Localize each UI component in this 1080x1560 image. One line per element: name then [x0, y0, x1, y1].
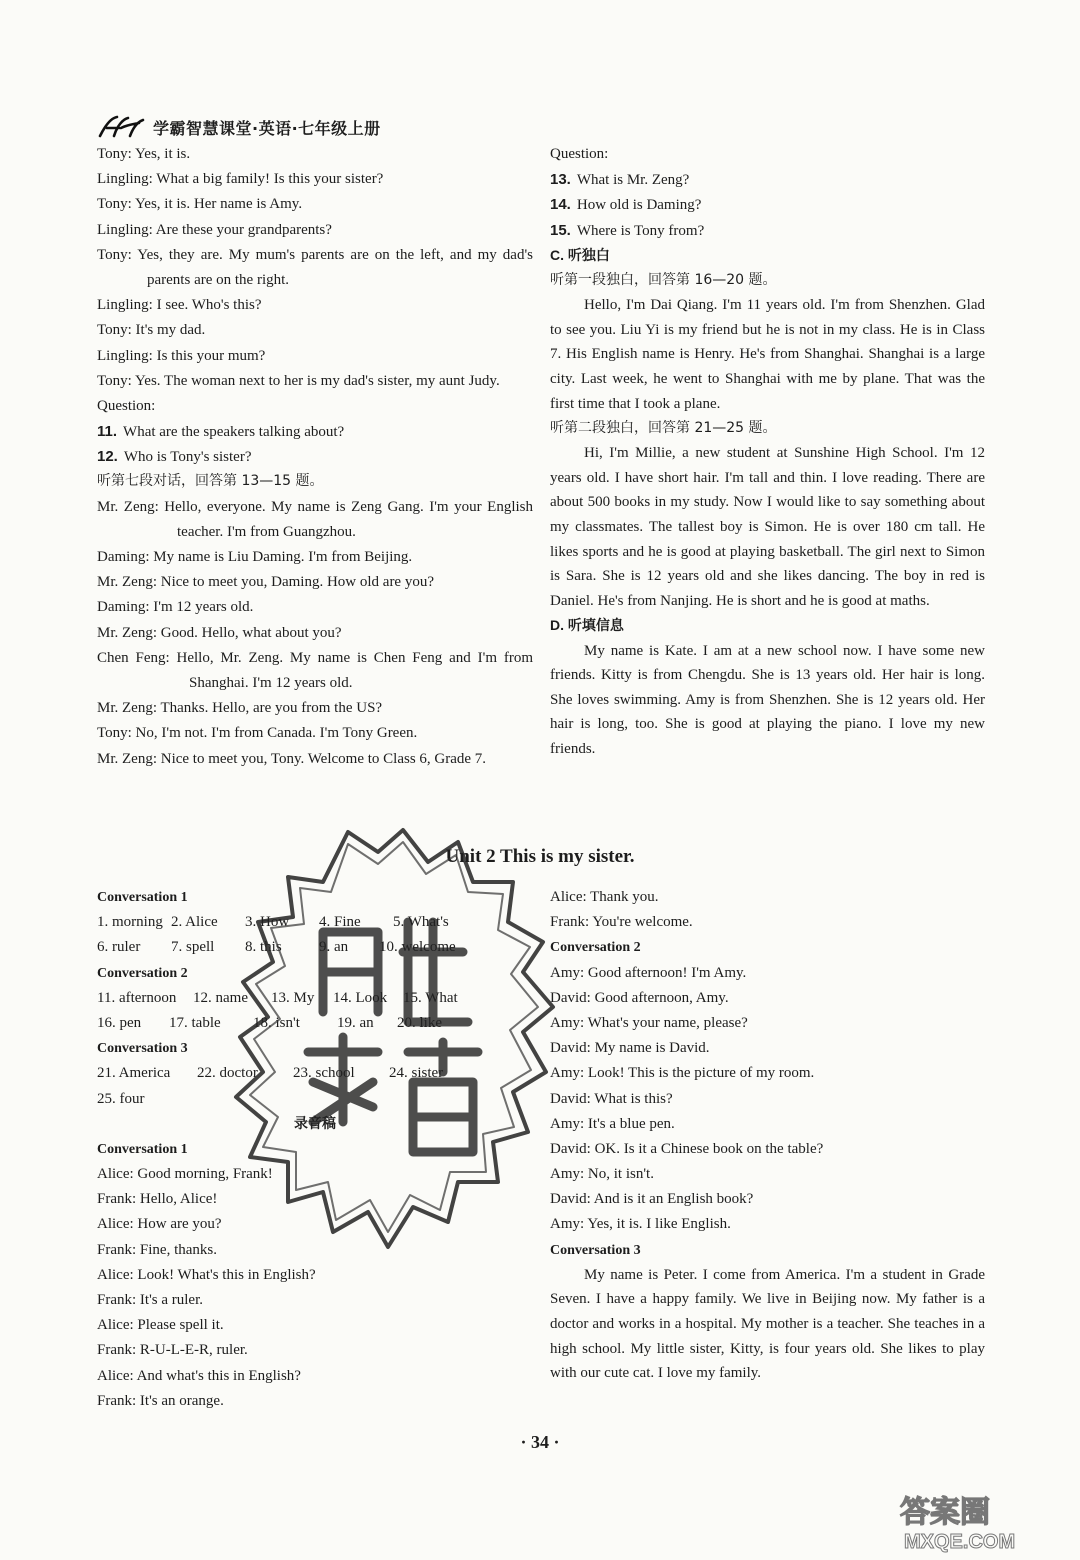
dialog-line: Chen Feng: Hello, Mr. Zeng. My name is Chen Feng and I'm from Shanghai. I'm 12 years old. — [97, 649, 533, 692]
monologue-2: Hi, I'm Millie, a new student at Sunshine High School. I'm 12 years old. I have short hair. I'm tall and thin. I love reading. There are about 500 books in my study. Now I would like to say something about my classmates. The tallest boy is Simon. He is over 180 cm tall. He likes sports and he is good at playing basketball. The girl next to Simon is Sara. She is 12 years old and she likes dancing. The boy in red is Daniel. He's from Nanjing. He is short and he is good at maths. — [550, 445, 985, 609]
dialog-line: Alice: Please spell it. — [97, 1317, 224, 1334]
section-c-heading: C. 听独白 — [550, 246, 610, 263]
dialog-line: Frank: Hello, Alice! — [97, 1191, 218, 1208]
answer-item: 19. an — [337, 1014, 374, 1031]
answer-item: 1. morning — [97, 914, 163, 931]
answer-item: 17. table — [169, 1014, 221, 1031]
answer-item: 5. What's — [393, 914, 449, 931]
answer-item: 16. pen — [97, 1014, 142, 1031]
answer-item: 21. America — [97, 1065, 171, 1082]
dialog-line: Mr. Zeng: Thanks. Hello, are you from the US? — [97, 700, 383, 717]
dialog-line: Alice: How are you? — [97, 1216, 222, 1233]
question-text: What are the speakers talking about? — [123, 424, 345, 441]
instruction-monologue-2: 听第二段独白，回答第 21—25 题。 — [550, 420, 777, 437]
question-item — [550, 218, 985, 243]
answer-item: 18. isn't — [253, 1014, 300, 1031]
brand-logo — [97, 114, 147, 140]
question-text: How old is Daming? — [576, 197, 702, 214]
answer-row — [97, 1011, 533, 1036]
answer-row — [97, 935, 533, 960]
dialog-line: Frank: It's an orange. — [97, 1392, 224, 1409]
dialog-line: Frank: Fine, thanks. — [97, 1241, 217, 1258]
dialog-line: Tony: Yes, it is. Her name is Amy. — [97, 196, 303, 213]
dialog-line: Tony: Yes, it is. — [97, 146, 191, 162]
dialog-line: Amy: Good afternoon! I'm Amy. — [550, 964, 747, 981]
conversation-label: Conversation 3 — [97, 1041, 188, 1057]
answer-item: 6. ruler — [97, 939, 141, 956]
answer-item: 2. Alice — [171, 914, 218, 931]
answer-item: 11. afternoon — [97, 989, 177, 1006]
dialog-line: Daming: My name is Liu Daming. I'm from Beijing. — [97, 549, 413, 566]
conversation-label: Conversation 1 — [97, 890, 188, 905]
answer-item: 7. spell — [171, 939, 215, 956]
conversation-label: Conversation 3 — [550, 1242, 641, 1258]
instruction-dialog-7: 听第七段对话，回答第 13—15 题。 — [97, 473, 324, 490]
answer-item: 12. name — [193, 989, 248, 1006]
answer-item: 15. What — [403, 989, 458, 1006]
dialog-line: Mr. Zeng: Hello, everyone. My name is Zeng Gang. I'm your English teacher. I'm from Guangzhou. — [97, 498, 533, 540]
dialog-line: Daming: I'm 12 years old. — [97, 599, 254, 616]
question-number: 13. — [550, 171, 571, 189]
answer-item: 13. My — [271, 989, 315, 1006]
dialog-line: Amy: No, it isn't. — [550, 1166, 654, 1183]
dialog-line: Tony: Yes, they are. My mum's parents are on the left, and my dad's parents are on the right. — [97, 246, 533, 288]
script-label: 录音稿 — [294, 1115, 336, 1132]
question-text: Who is Tony's sister? — [123, 449, 252, 466]
dialog-line: Frank: You're welcome. — [550, 914, 693, 931]
dialog-line: Lingling: I see. Who's this? — [97, 297, 262, 314]
answer-key — [97, 885, 533, 1414]
page-number: · 34 · — [520, 1432, 560, 1452]
dialog-line: Frank: It's a ruler. — [97, 1292, 204, 1308]
answer-item: 20. like — [397, 1014, 442, 1031]
watermark-logo — [890, 1488, 1072, 1554]
instruction-monologue-1: 听第一段独白，回答第 16—20 题。 — [550, 271, 777, 288]
unit-title: Unit 2 This is my sister. — [445, 846, 635, 867]
dialog-line: David: OK. Is it a Chinese book on the table? — [550, 1140, 824, 1157]
question-label: Question: — [550, 146, 609, 162]
dialog-line: Mr. Zeng: Good. Hello, what about you? — [97, 624, 342, 641]
section-d-heading: D. 听填信息 — [550, 617, 624, 634]
answer-row — [97, 910, 533, 935]
monologue-1: Hello, I'm Dai Qiang. I'm 11 years old. I'm from Shenzhen. Glad to see you. Liu Yi is my friend but he is not in my class. He is in Class 7. His English name is Henry. He's from Shanghai. Shanghai is a large city. Last week, he went to Shanghai with me by plane. That was the first time that I took a plane. — [550, 297, 985, 412]
answer-item: 25. four — [97, 1090, 145, 1107]
conversation-label: Conversation 2 — [550, 940, 641, 956]
question-number: 12. — [97, 448, 118, 466]
question-number: 11. — [97, 423, 118, 441]
answer-item: 9. an — [319, 939, 349, 956]
answer-item: 10. welcome — [379, 939, 456, 956]
dialog-line: Tony: No, I'm not. I'm from Canada. I'm Tony Green. — [97, 725, 418, 742]
dialog-line: Alice: And what's this in English? — [97, 1367, 301, 1384]
answer-item: 4. Fine — [319, 914, 361, 931]
question-item — [97, 419, 533, 444]
dialog-line: Mr. Zeng: Nice to meet you, Tony. Welcome to Class 6, Grade 7. — [97, 750, 487, 767]
dialog-line: David: Good afternoon, Amy. — [550, 989, 729, 1006]
question-number: 14. — [550, 196, 571, 214]
conversation-label: Conversation 2 — [97, 965, 188, 981]
svg-text:MXQE.COM: MXQE.COM — [904, 1531, 1016, 1553]
question-item — [97, 444, 533, 469]
dialog-line: Amy: Look! This is the picture of my room. — [550, 1065, 815, 1082]
answer-item: 3. How — [245, 914, 290, 931]
answer-item: 22. doctor — [197, 1065, 258, 1082]
answer-item: 23. school — [293, 1065, 355, 1082]
question-text: Where is Tony from? — [576, 222, 705, 239]
left-column-top — [97, 142, 533, 772]
conversation-label: Conversation 1 — [97, 1141, 188, 1157]
page-header — [97, 110, 381, 144]
answer-item: 14. Look — [333, 989, 388, 1006]
dialog-line: Lingling: Is this your mum? — [97, 347, 266, 364]
answer-item: 8. this — [245, 939, 282, 956]
dialog-line: Amy: It's a blue pen. — [550, 1115, 675, 1132]
dialog-line: Frank: R-U-L-E-R, ruler. — [97, 1342, 248, 1359]
dialog-line: Lingling: What a big family! Is this your sister? — [97, 171, 384, 188]
dialog-line: Tony: It's my dad. — [97, 322, 206, 339]
dialog-line: David: What is this? — [550, 1090, 673, 1107]
monologue-peter: My name is Peter. I come from America. I'm a student in Grade Seven. I have a happy family. We live in Beijing now. My father is a doctor and works in a hospital. My mother is a teacher. She teaches in a high school. My little sister, Kitty, is four years old. She likes to play with our cute cat. I love my family. — [550, 1266, 985, 1382]
dialog-line: Alice: Look! What's this in English? — [97, 1266, 316, 1283]
dialog-line: Amy: Yes, it is. I like English. — [550, 1216, 731, 1233]
answer-row — [97, 1087, 533, 1112]
dialog-line: Alice: Good morning, Frank! — [97, 1166, 273, 1183]
dialog-line: David: My name is David. — [550, 1040, 710, 1057]
dialog-line: Tony: Yes. The woman next to her is my dad's sister, my aunt Judy. — [97, 372, 500, 389]
header-title: 学霸智慧课堂·英语·七年级上册 — [153, 118, 381, 138]
dialog-line: Alice: Thank you. — [550, 889, 659, 905]
question-text: What is Mr. Zeng? — [576, 172, 690, 189]
dialog-line: Mr. Zeng: Nice to meet you, Daming. How old are you? — [97, 574, 435, 591]
question-label: Question: — [97, 397, 156, 414]
right-column-top — [550, 142, 985, 762]
svg-text:答案圈: 答案圈 — [900, 1495, 990, 1530]
answer-row — [97, 1061, 533, 1086]
monologue-3: My name is Kate. I am at a new school now. I have some new friends. Kitty is from Chengdu. She is 13 years old. Her hair is long. She loves swimming. Amy is from Shenzhen. She is 12 years old. Her hair is long, too. She is good at playing the piano. I love my new friends. — [550, 642, 985, 757]
answer-row — [97, 986, 533, 1011]
dialog-line: David: And is it an English book? — [550, 1191, 754, 1208]
question-number: 15. — [550, 221, 571, 239]
question-item — [550, 192, 985, 217]
question-item — [550, 167, 985, 192]
dialog-line: Amy: What's your name, please? — [550, 1014, 748, 1031]
dialog-line: Lingling: Are these your grandparents? — [97, 221, 332, 238]
answer-item: 24. sister — [389, 1065, 444, 1082]
right-column-bottom — [550, 885, 985, 1386]
